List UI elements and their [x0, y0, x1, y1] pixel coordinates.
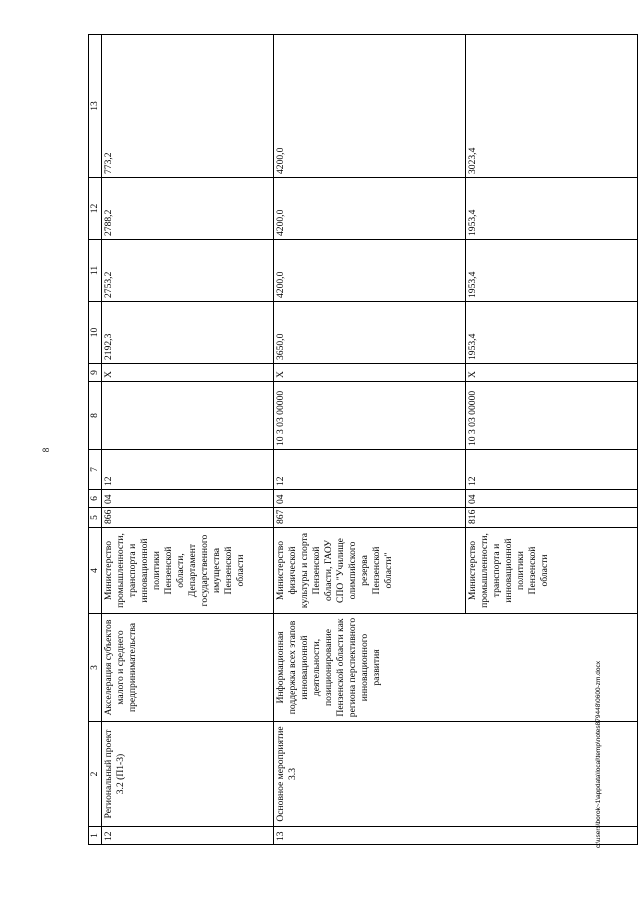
row-number: 13: [273, 827, 637, 845]
page-number: 8: [41, 447, 51, 453]
budget-table: [88, 34, 638, 845]
cell-code-8: 10 3 03 00000: [273, 382, 465, 450]
cell-value-11: 4200,0: [273, 240, 465, 302]
row-name: Основное мероприятие 3.3: [273, 722, 637, 827]
cell-code-7: 12: [273, 450, 465, 490]
cell-value-13: 773,2: [101, 35, 273, 178]
responsible-executor: Министерство промышленности, транспорта и инновационной политики Пензенской области, Департамент государственного имущества Пензенской области: [101, 528, 273, 614]
header-cell: 1: [89, 827, 102, 845]
cell-code-7: 12: [101, 450, 273, 490]
header-row: [89, 35, 102, 845]
header-cell: 6: [89, 490, 102, 508]
header-cell: 3: [89, 614, 102, 722]
cell-value-12: 2788,2: [101, 178, 273, 240]
cell-code-8: [101, 382, 273, 450]
header-cell: 8: [89, 382, 102, 450]
cell-code-6: 04: [273, 490, 465, 508]
row-description: Акселерация субъектов малого и среднего предпринимательства: [101, 614, 273, 722]
table-row: [273, 35, 465, 845]
cell-value-11: 1953,4: [465, 240, 637, 302]
responsible-executor: Министерство промышленности, транспорта и инновационной политики Пензенской области: [465, 528, 637, 614]
cell-value-10: 1953,4: [465, 302, 637, 364]
cell-code-9: X: [465, 364, 637, 382]
cell-value-12: 4200,0: [273, 178, 465, 240]
header-cell: 9: [89, 364, 102, 382]
cell-value-10: 2192,3: [101, 302, 273, 364]
header-cell: 7: [89, 450, 102, 490]
cell-code-9: X: [273, 364, 465, 382]
header-cell: 12: [89, 178, 102, 240]
row-number: 12: [101, 827, 273, 845]
responsible-executor: Министерство физической культуры и спорта Пензенской области, ГАОУ СПО "Училище олимпийского резерва Пензенской области": [273, 528, 465, 614]
cell-code-6: 04: [465, 490, 637, 508]
row-name: Региональный проект 3.2 (П1-3): [101, 722, 273, 827]
cell-code-5: 866: [101, 508, 273, 528]
header-cell: 4: [89, 528, 102, 614]
file-path-footer: c:\users\borok~1\appdata\local\temp\notes879448\0600-zm.docx: [595, 661, 602, 848]
cell-code-5: 816: [465, 508, 637, 528]
header-cell: 2: [89, 722, 102, 827]
cell-code-7: 12: [465, 450, 637, 490]
cell-code-8: 10 3 03 00000: [465, 382, 637, 450]
row-description: Информационная поддержка всех этапов инновационной деятельности, позиционирование Пензенской области как региона перспективного инновационного развития: [273, 614, 637, 722]
cell-value-12: 1953,4: [465, 178, 637, 240]
cell-value-13: 3023,4: [465, 35, 637, 178]
cell-code-9: X: [101, 364, 273, 382]
cell-value-11: 2753,2: [101, 240, 273, 302]
cell-code-6: 04: [101, 490, 273, 508]
header-cell: 13: [89, 35, 102, 178]
header-cell: 5: [89, 508, 102, 528]
cell-value-13: 4200,0: [273, 35, 465, 178]
cell-value-10: 3650,0: [273, 302, 465, 364]
header-cell: 10: [89, 302, 102, 364]
cell-code-5: 867: [273, 508, 465, 528]
rotated-page-content: [88, 35, 636, 845]
table-row: [101, 35, 273, 845]
header-cell: 11: [89, 240, 102, 302]
